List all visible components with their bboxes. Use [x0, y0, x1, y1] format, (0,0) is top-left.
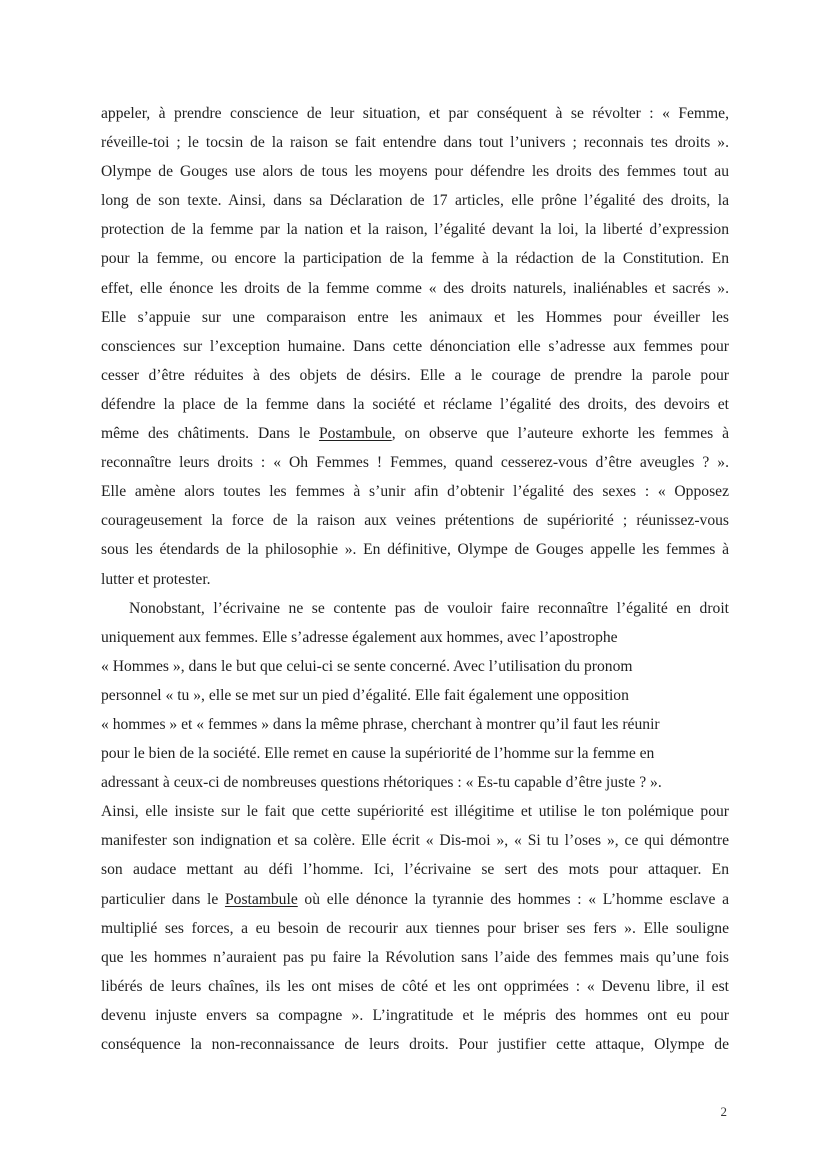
text-segment: « Hommes », dans le but que celui-ci se sente concerné. Avec l’utilisation du pronom	[101, 657, 633, 675]
text-segment: où elle dénonce la tyrannie des hommes : « L’homme esclave a	[297, 890, 729, 908]
text-segment: multiplié ses forces, a eu besoin de recourir aux tiennes pour briser ses fers ». Elle souligne	[101, 919, 729, 937]
text-segment: libérés de leurs chaînes, ils les ont mises de côté et les ont opprimées : « Devenu libre, il est	[101, 977, 729, 995]
text-segment: Nonobstant, l’écrivaine ne se contente pas de vouloir faire reconnaître l’égalité en droit	[129, 599, 729, 617]
text-segment: son audace mettant au défi l’homme. Ici, l’écrivaine se sert des mots pour attaquer. En	[101, 861, 729, 879]
text-segment: devenu injuste envers sa compagne ». L’ingratitude et le mépris des hommes ont eu pour	[101, 1006, 729, 1024]
text-line	[101, 914, 729, 943]
text-segment: « hommes » et « femmes » dans la même phrase, cherchant à montrer qu’il faut les réunir	[101, 715, 660, 733]
text-line	[101, 157, 729, 186]
text-segment: même des châtiments. Dans le	[101, 425, 319, 443]
text-line	[101, 419, 729, 448]
text-line	[101, 652, 729, 681]
text-line	[101, 244, 729, 273]
text-segment: consciences sur l’exception humaine. Dans cette dénonciation elle s’adresse aux femmes pour	[101, 337, 729, 355]
text-line	[101, 128, 729, 157]
page-number: 2	[720, 1104, 727, 1119]
body-text	[101, 99, 729, 1059]
text-line	[101, 826, 729, 855]
text-segment: Elle amène alors toutes les femmes à s’unir afin d’obtenir l’égalité des sexes : « Opposez	[101, 483, 729, 501]
text-line	[101, 972, 729, 1001]
text-segment: défendre la place de la femme dans la société et réclame l’égalité des droits, des devoirs et	[101, 395, 729, 413]
text-segment: Ainsi, elle insiste sur le fait que cette supériorité est illégitime et utilise le ton polémique pour	[101, 803, 729, 821]
text-segment: pour le bien de la société. Elle remet en cause la supériorité de l’homme sur la femme en	[101, 745, 655, 763]
text-line	[101, 943, 729, 972]
text-segment: uniquement aux femmes. Elle s’adresse également aux hommes, avec l’apostrophe	[101, 628, 618, 646]
text-segment: reconnaître leurs droits : « Oh Femmes ! Femmes, quand cesserez-vous d’être aveugles ? ».	[101, 454, 729, 472]
text-segment: courageusement la force de la raison aux veines prétentions de supériorité ; réunissez-vous	[101, 512, 729, 530]
text-line	[101, 565, 729, 594]
text-line	[101, 303, 729, 332]
text-segment: personnel « tu », elle se met sur un pied d’égalité. Elle fait également une opposition	[101, 686, 629, 704]
underlined-title: Postambule	[318, 425, 392, 443]
text-segment: Olympe de Gouges use alors de tous les moyens pour défendre les droits des femmes tout au	[101, 163, 729, 181]
text-line	[101, 739, 729, 768]
text-segment: sous les étendards de la philosophie ». En définitive, Olympe de Gouges appelle les femmes à	[101, 541, 729, 559]
text-line	[101, 506, 729, 535]
text-segment: cesser d’être réduites à des objets de désirs. Elle a le courage de prendre la parole pour	[101, 366, 729, 384]
text-line	[101, 390, 729, 419]
text-line	[101, 797, 729, 826]
text-line	[101, 1030, 729, 1059]
text-segment: conséquence la non-reconnaissance de leurs droits. Pour justifier cette attaque, Olympe de	[101, 1036, 729, 1053]
text-line	[101, 361, 729, 390]
text-line	[101, 855, 729, 884]
text-line	[101, 1001, 729, 1030]
text-line	[101, 274, 729, 303]
text-line	[101, 710, 729, 739]
text-segment: réveille-toi ; le tocsin de la raison se fait entendre dans tout l’univers ; reconnais tes droits ».	[101, 134, 729, 152]
text-line	[101, 186, 729, 215]
underlined-title: Postambule	[224, 890, 298, 908]
text-line	[101, 681, 729, 710]
text-segment: lutter et protester.	[101, 570, 211, 588]
text-segment: pour la femme, ou encore la participation de la femme à la rédaction de la Constitution. En	[101, 250, 729, 268]
text-line	[101, 768, 729, 797]
text-line	[101, 215, 729, 244]
text-line	[101, 535, 729, 564]
text-segment: , on observe que l’auteure exhorte les femmes à	[391, 425, 729, 443]
text-line	[101, 594, 729, 623]
text-line	[101, 99, 729, 128]
text-line	[101, 623, 729, 652]
text-segment: que les hommes n’auraient pas pu faire la Révolution sans l’aide des femmes mais qu’une fois	[101, 948, 729, 966]
text-segment: adressant à ceux-ci de nombreuses questions rhétoriques : « Es-tu capable d’être juste ? ».	[101, 774, 662, 792]
text-segment: particulier dans le	[101, 890, 225, 908]
text-line	[101, 885, 729, 914]
text-segment: protection de la femme par la nation et la raison, l’égalité devant la loi, la liberté d’expression	[101, 221, 729, 239]
text-line	[101, 448, 729, 477]
text-segment: appeler, à prendre conscience de leur situation, et par conséquent à se révolter : « Femme,	[101, 105, 729, 122]
text-segment: effet, elle énonce les droits de la femme comme « des droits naturels, inaliénables et sacrés ».	[101, 279, 729, 297]
text-line	[101, 477, 729, 506]
text-segment: manifester son indignation et sa colère. Elle écrit « Dis-moi », « Si tu l’oses », ce qui démontre	[101, 832, 729, 850]
text-segment: long de son texte. Ainsi, dans sa Déclaration de 17 articles, elle prône l’égalité des droits, la	[101, 192, 729, 210]
text-line	[101, 332, 729, 361]
text-segment: Elle s’appuie sur une comparaison entre les animaux et les Hommes pour éveiller les	[101, 308, 729, 326]
